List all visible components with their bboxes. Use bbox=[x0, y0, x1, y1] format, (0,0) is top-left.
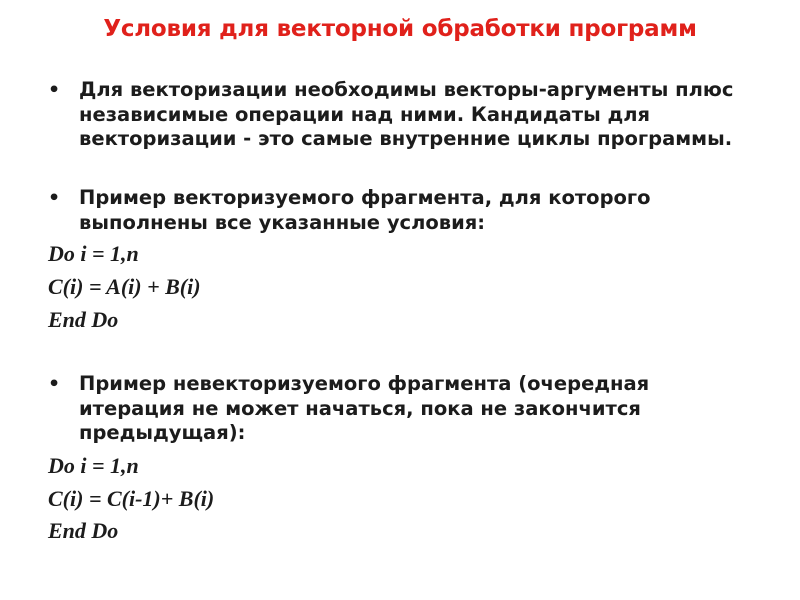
bullet-text: Для векторизации необходимы векторы-аргументы плюс независимые операции над ними. Кандидаты для векторизации - это самые внутренние циклы программы. bbox=[79, 78, 734, 150]
code-line-assignment: C(i) = A(i) + B(i) bbox=[48, 274, 201, 299]
code-line-assignment: C(i) = C(i-1)+ B(i) bbox=[48, 486, 215, 511]
bullet-text: Пример невекторизуемого фрагмента (очередная итерация не может начаться, пока не закончится предыдущая): bbox=[79, 372, 650, 444]
slide-title: Условия для векторной обработки программ bbox=[103, 16, 697, 42]
bullet-item-vectorizable-example bbox=[48, 186, 788, 235]
bullet-icon: • bbox=[48, 79, 61, 101]
bullet-item-vectorization-requirements bbox=[48, 78, 788, 152]
bullet-icon: • bbox=[48, 187, 61, 209]
code-line-end-do: End Do bbox=[48, 518, 119, 543]
bullet-icon: • bbox=[48, 373, 61, 395]
bullet-text: Пример векторизуемого фрагмента, для которого выполнены все указанные условия: bbox=[79, 186, 651, 234]
code-line-do: Do i = 1,n bbox=[48, 241, 139, 266]
code-line-do: Do i = 1,n bbox=[48, 453, 139, 478]
bullet-item-non-vectorizable-example bbox=[48, 372, 788, 446]
code-line-end-do: End Do bbox=[48, 307, 119, 332]
